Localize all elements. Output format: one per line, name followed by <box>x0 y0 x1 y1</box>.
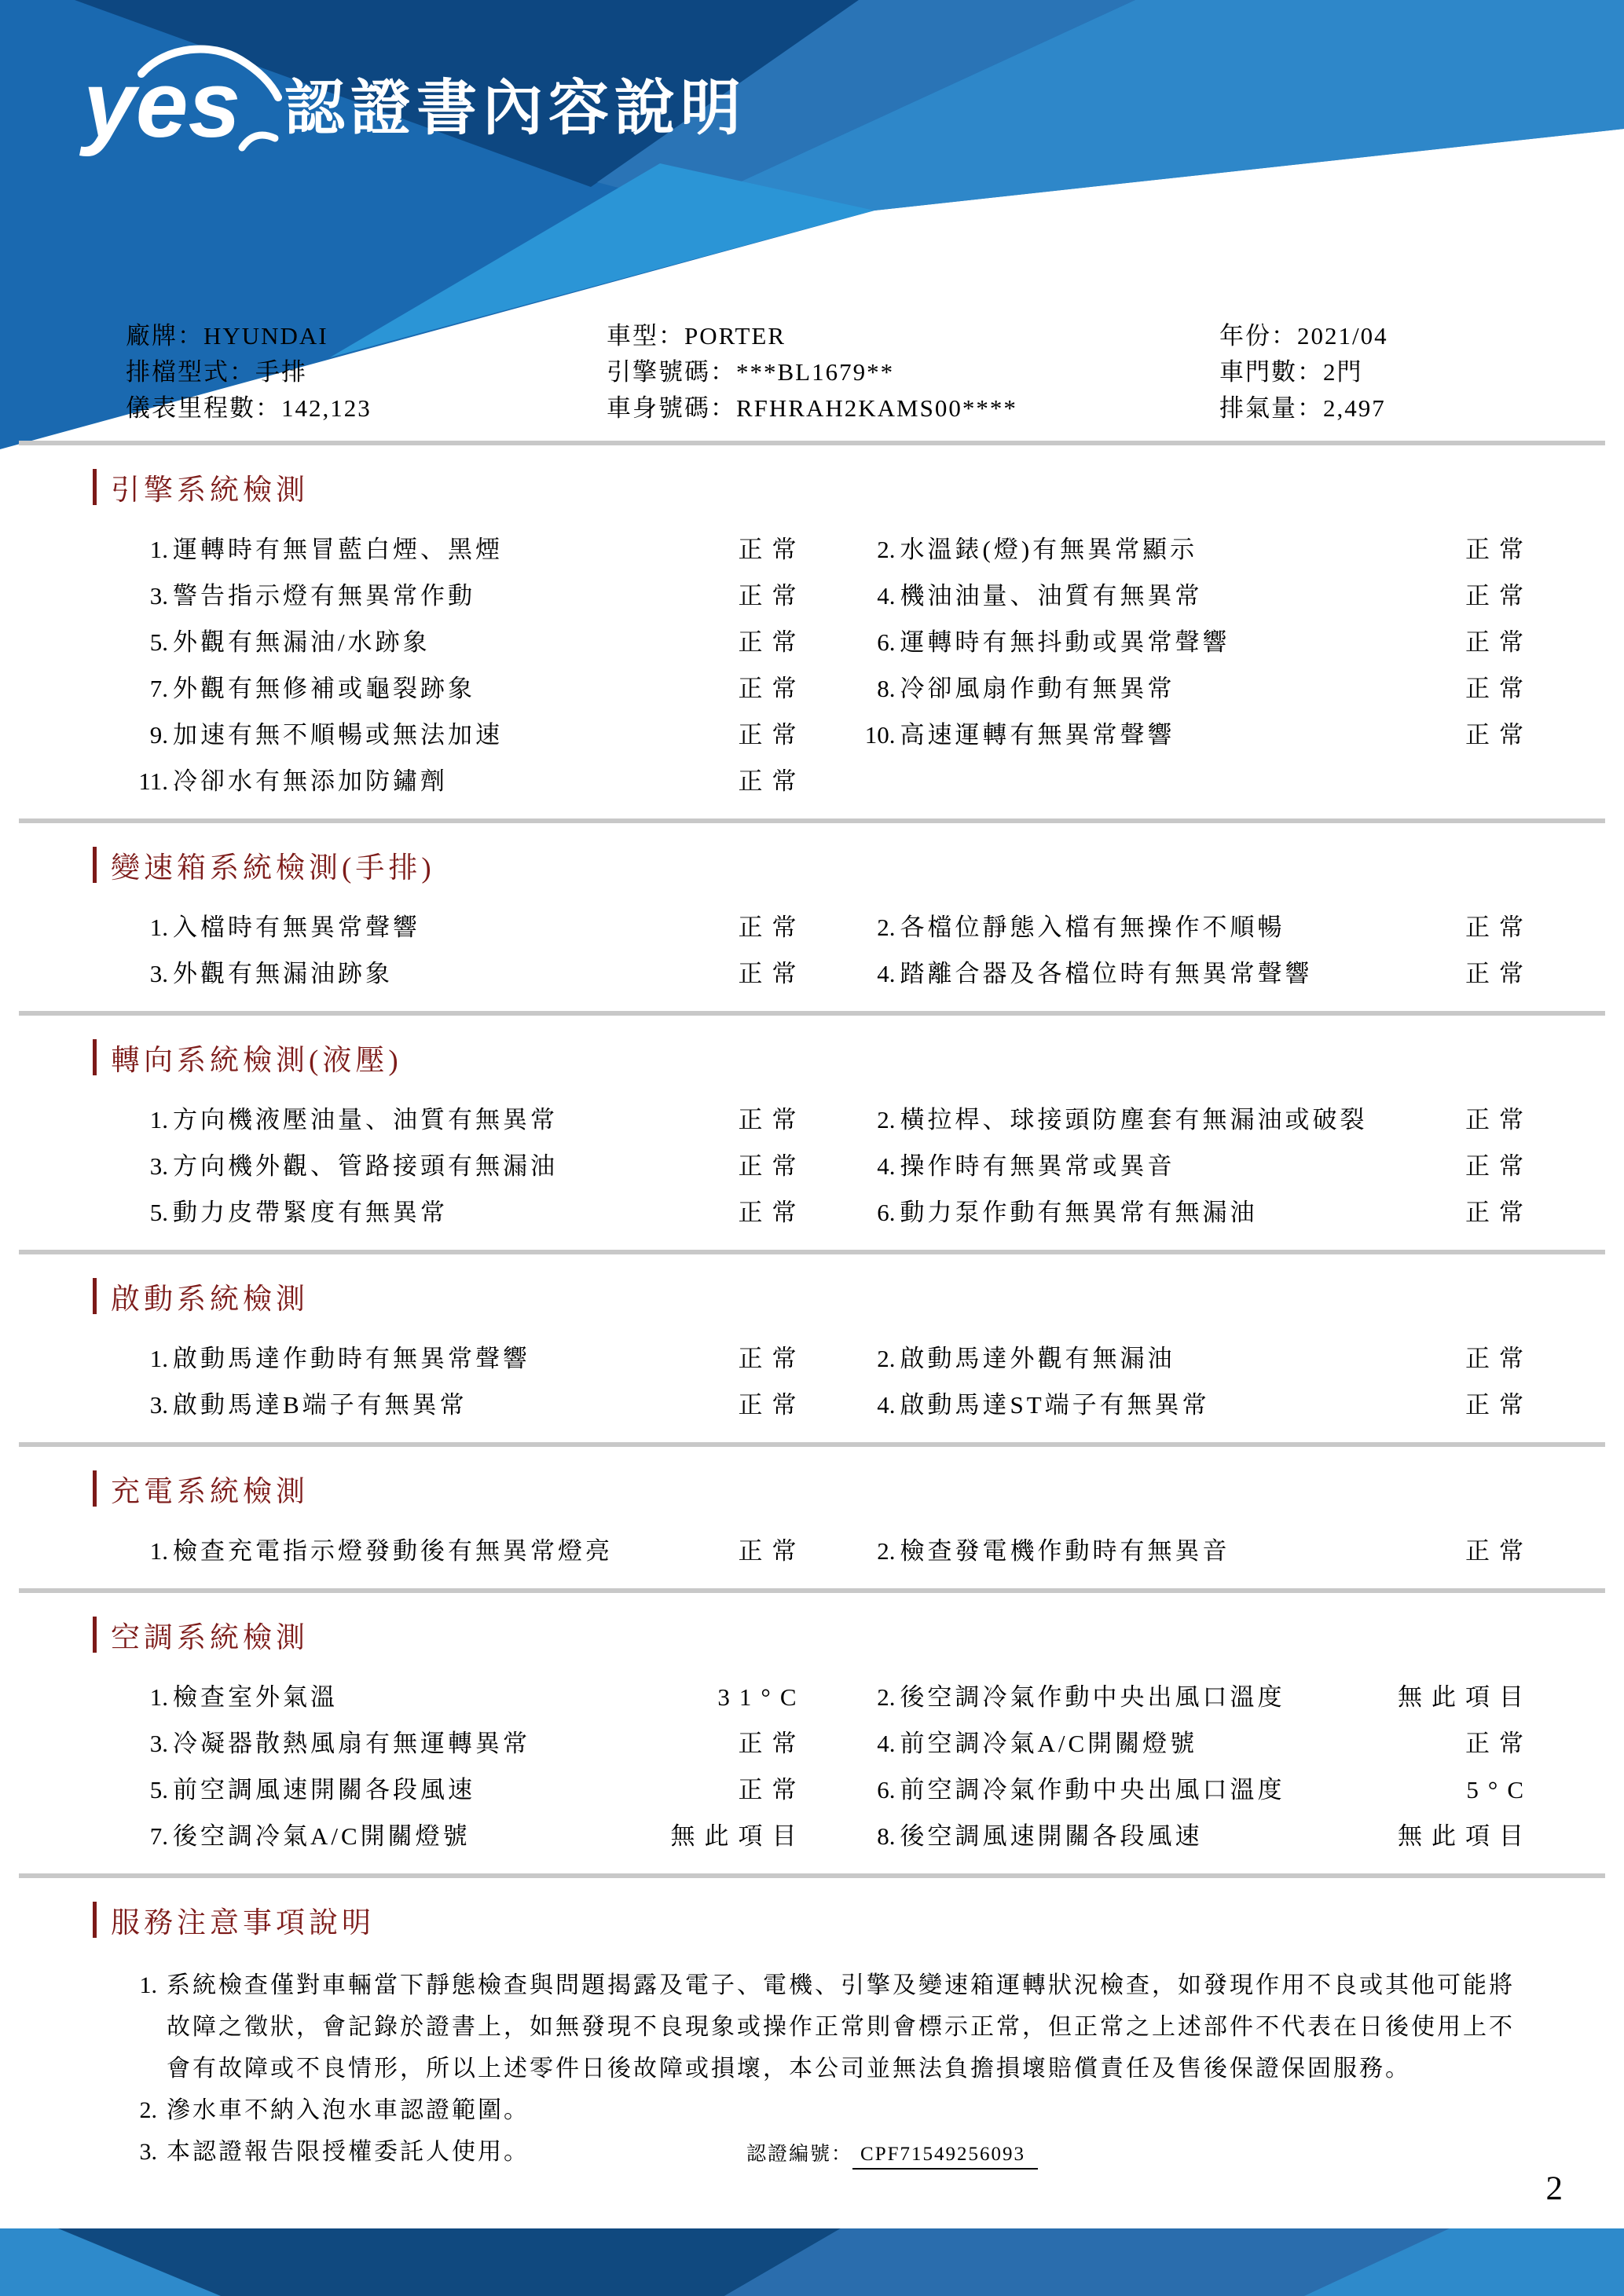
item-label: 檢查室外氣溫 <box>173 1683 338 1711</box>
item-status: 正常 <box>738 1391 806 1419</box>
vehicle-info-cell <box>1219 390 1577 427</box>
vehicle-info-cell <box>126 318 607 354</box>
item-label: 外觀有無漏油/水跡象 <box>173 628 431 656</box>
item-number: 7. <box>149 1822 168 1850</box>
inspection-item <box>852 960 1533 987</box>
separator <box>19 1250 1605 1254</box>
item-status: 正常 <box>1465 721 1533 749</box>
item-number: 2. <box>877 1345 896 1372</box>
item-status: 正常 <box>738 721 806 749</box>
sections <box>0 466 1624 1878</box>
certificate-number-line <box>746 2138 1038 2166</box>
item-label: 加速有無不順暢或無法加速 <box>173 721 503 749</box>
info-label: 引擎號碼 <box>607 358 710 386</box>
inspection-item <box>124 1683 806 1711</box>
section-head <box>93 1275 1624 1317</box>
item-number: 1. <box>149 914 168 941</box>
item-label: 操作時有無異常或異音 <box>900 1152 1175 1180</box>
inspection-item <box>124 1776 806 1803</box>
item-label: 冷凝器散熱風扇有無運轉異常 <box>173 1730 530 1757</box>
certificate-number-label: 認證編號： <box>746 2144 853 2165</box>
note-item <box>118 1965 1522 2089</box>
info-colon: ： <box>1271 322 1297 350</box>
info-colon: ： <box>178 322 203 350</box>
item-status: 正常 <box>738 1152 806 1180</box>
info-value: ***BL1679** <box>736 358 895 386</box>
inspection-item <box>852 628 1533 656</box>
section-title: 充電系統檢測 <box>111 1476 309 1508</box>
inspection-item <box>852 1199 1533 1226</box>
info-value: 142,123 <box>281 394 372 422</box>
info-colon: ： <box>710 358 736 386</box>
item-status: 正常 <box>738 1730 806 1757</box>
inspection-item <box>124 721 806 749</box>
item-number: 10. <box>864 721 896 749</box>
page-title: 認證書內容說明 <box>284 75 746 142</box>
item-status: 5°C <box>1466 1776 1533 1803</box>
item-label: 橫拉桿、球接頭防塵套有無漏油或破裂 <box>900 1106 1368 1133</box>
vehicle-info-cell <box>607 390 1219 427</box>
inspection-item <box>124 1199 806 1226</box>
section-title-bar <box>93 1470 97 1507</box>
item-number: 2. <box>877 1106 896 1133</box>
item-number: 7. <box>149 675 168 702</box>
item-status: 正常 <box>738 536 806 563</box>
inspection-item <box>852 1776 1533 1803</box>
info-label: 儀表里程數 <box>126 394 255 422</box>
section-items <box>124 1683 1533 1850</box>
inspection-item <box>124 767 806 795</box>
item-status: 正常 <box>1465 536 1533 563</box>
info-colon: ： <box>229 358 255 386</box>
info-value: 手排 <box>255 358 307 386</box>
inspection-section <box>0 1275 1624 1447</box>
item-number: 1. <box>149 1345 168 1372</box>
inspection-item <box>124 1106 806 1133</box>
item-status: 正常 <box>738 914 806 941</box>
item-label: 啟動馬達作動時有無異常聲響 <box>173 1345 530 1372</box>
inspection-item <box>124 1152 806 1180</box>
item-label: 方向機外觀、管路接頭有無漏油 <box>173 1152 558 1180</box>
separator <box>19 441 1605 445</box>
item-number: 5. <box>149 1776 168 1803</box>
section-title-bar <box>93 1902 97 1938</box>
item-number: 8. <box>877 675 896 702</box>
section-items <box>124 914 1533 987</box>
note-item <box>118 2089 1522 2131</box>
note-text: 滲水車不納入泡水車認證範圍。 <box>167 2097 530 2123</box>
section-title-bar <box>93 1617 97 1653</box>
info-value: 2門 <box>1323 358 1363 386</box>
section-head <box>93 1467 1624 1510</box>
item-status: 正常 <box>738 960 806 987</box>
inspection-section <box>0 1036 1624 1254</box>
item-status: 正常 <box>1465 675 1533 702</box>
item-label: 警告指示燈有無異常作動 <box>173 582 475 610</box>
note-number: 1. <box>139 1972 157 1998</box>
item-label: 運轉時有無抖動或異常聲響 <box>900 628 1230 656</box>
item-number: 2. <box>877 1537 896 1565</box>
inspection-item <box>124 914 806 941</box>
item-number: 3. <box>149 582 168 610</box>
inspection-item <box>852 1683 1533 1711</box>
inspection-item <box>124 536 806 563</box>
item-label: 入檔時有無異常聲響 <box>173 914 420 941</box>
info-value: 2,497 <box>1323 394 1386 422</box>
inspection-item <box>124 628 806 656</box>
item-status: 正常 <box>1465 628 1533 656</box>
item-number: 3. <box>149 1391 168 1419</box>
note-text: 系統檢查僅對車輛當下靜態檢查與問題揭露及電子、電機、引擎及變速箱運轉狀況檢查，如發現作用不良或其他可能將故障之徵狀，會記錄於證書上，如無發現不良現象或操作正常則會標示正常，但正常之上述部件不代表在日後使用上不會有故障或不良情形，所以上述零件日後故障或損壞，本公司並無法負擔損壞賠償責任及售後保證保固服務。 <box>167 1972 1515 2082</box>
section-items <box>124 1106 1533 1226</box>
section-title: 引擎系統檢測 <box>111 474 309 507</box>
inspection-item <box>852 1730 1533 1757</box>
info-value: RFHRAH2KAMS00**** <box>736 394 1017 422</box>
item-status: 正常 <box>738 1106 806 1133</box>
item-number: 4. <box>877 1730 896 1757</box>
section-head <box>93 844 1624 886</box>
notes-section-title: 服務注意事項說明 <box>111 1907 375 1939</box>
item-label: 冷卻水有無添加防鏽劑 <box>173 767 448 795</box>
inspection-item <box>124 1345 806 1372</box>
info-value: HYUNDAI <box>203 322 328 350</box>
section-items <box>124 536 1533 795</box>
info-label: 車身號碼 <box>607 394 710 422</box>
inspection-item <box>852 1345 1533 1372</box>
item-label: 啟動馬達外觀有無漏油 <box>900 1345 1175 1372</box>
item-label: 機油油量、油質有無異常 <box>900 582 1203 610</box>
item-status: 正常 <box>738 1345 806 1372</box>
separator <box>19 818 1605 823</box>
section-title-bar <box>93 847 97 883</box>
inspection-item <box>852 721 1533 749</box>
item-status: 正常 <box>738 1537 806 1565</box>
info-label: 車門數 <box>1219 358 1297 386</box>
section-title-bar <box>93 469 97 505</box>
item-number: 2. <box>877 536 896 563</box>
item-number: 4. <box>877 960 896 987</box>
inspection-item <box>852 1106 1533 1133</box>
info-colon: ： <box>1297 358 1323 386</box>
section-head <box>93 466 1624 508</box>
inspection-section <box>0 1613 1624 1878</box>
inspection-item <box>852 582 1533 610</box>
vehicle-info-cell <box>607 318 1219 354</box>
item-status: 正常 <box>738 767 806 795</box>
section-title: 轉向系統檢測(液壓) <box>111 1045 402 1077</box>
item-number: 2. <box>877 914 896 941</box>
item-label: 動力皮帶緊度有無異常 <box>173 1199 448 1226</box>
item-status: 正常 <box>738 582 806 610</box>
section-items <box>124 1537 1533 1565</box>
section-head <box>93 1036 1624 1078</box>
item-label: 啟動馬達ST端子有無異常 <box>900 1391 1210 1419</box>
inspection-section <box>0 1467 1624 1593</box>
item-number: 3. <box>149 1730 168 1757</box>
section-title: 啟動系統檢測 <box>111 1283 309 1316</box>
item-number: 4. <box>877 1391 896 1419</box>
item-label: 檢查發電機作動時有無異音 <box>900 1537 1230 1565</box>
separator <box>19 1442 1605 1447</box>
inspection-item <box>852 1391 1533 1419</box>
item-label: 前空調冷氣A/C開關燈號 <box>900 1730 1198 1757</box>
section-head <box>93 1613 1624 1656</box>
item-number: 1. <box>149 536 168 563</box>
item-number: 5. <box>149 628 168 656</box>
inspection-item <box>852 675 1533 702</box>
item-status: 正常 <box>1465 1199 1533 1226</box>
page-number: 2 <box>1545 2170 1563 2207</box>
note-number: 2. <box>139 2097 157 2123</box>
inspection-item <box>124 960 806 987</box>
item-status: 正常 <box>1465 1537 1533 1565</box>
section-title-bar <box>93 1278 97 1314</box>
item-status: 正常 <box>1465 1152 1533 1180</box>
inspection-item <box>124 582 806 610</box>
inspection-item <box>852 914 1533 941</box>
item-label: 前空調風速開關各段風速 <box>173 1776 475 1803</box>
item-number: 5. <box>149 1199 168 1226</box>
item-number: 1. <box>149 1106 168 1133</box>
item-label: 外觀有無修補或龜裂跡象 <box>173 675 475 702</box>
inspection-item <box>124 1822 806 1850</box>
yes-logo-text: yes <box>83 52 241 157</box>
item-number: 2. <box>877 1683 896 1711</box>
section-title-bar <box>93 1039 97 1075</box>
info-label: 排檔型式 <box>126 358 229 386</box>
item-status: 無此項目 <box>670 1822 806 1850</box>
item-status: 正常 <box>1465 914 1533 941</box>
item-label: 運轉時有無冒藍白煙、黑煙 <box>173 536 503 563</box>
item-label: 踏離合器及各檔位時有無異常聲響 <box>900 960 1313 987</box>
inspection-item <box>124 1537 806 1565</box>
info-colon: ： <box>255 394 281 422</box>
item-status: 正常 <box>1465 960 1533 987</box>
item-label: 前空調冷氣作動中央出風口溫度 <box>900 1776 1285 1803</box>
info-colon: ： <box>658 322 684 350</box>
item-status: 31°C <box>717 1683 806 1711</box>
item-label: 各檔位靜態入檔有無操作不順暢 <box>900 914 1285 941</box>
inspection-item <box>124 1391 806 1419</box>
item-status: 正常 <box>1465 1106 1533 1133</box>
inspection-item <box>852 1152 1533 1180</box>
item-status: 無此項目 <box>1398 1683 1533 1711</box>
inspection-section <box>0 466 1624 823</box>
vehicle-info-cell <box>126 354 607 390</box>
section-items <box>124 1345 1533 1419</box>
note-text: 本認證報告限授權委託人使用。 <box>167 2139 530 2165</box>
info-label: 年份 <box>1219 322 1271 350</box>
vehicle-info-cell <box>607 354 1219 390</box>
item-label: 方向機液壓油量、油質有無異常 <box>173 1106 558 1133</box>
inspection-item <box>852 536 1533 563</box>
item-status: 正常 <box>738 628 806 656</box>
item-label: 後空調冷氣A/C開關燈號 <box>173 1822 471 1850</box>
item-status: 正常 <box>1465 1345 1533 1372</box>
info-colon: ： <box>1297 394 1323 422</box>
item-number: 6. <box>877 1199 896 1226</box>
notes-section <box>0 1899 1624 2173</box>
item-status: 正常 <box>1465 582 1533 610</box>
vehicle-info <box>126 318 1577 427</box>
item-label: 檢查充電指示燈發動後有無異常燈亮 <box>173 1537 613 1565</box>
item-status: 正常 <box>1465 1391 1533 1419</box>
item-label: 後空調風速開關各段風速 <box>900 1822 1203 1850</box>
item-number: 9. <box>149 721 168 749</box>
item-number: 3. <box>149 960 168 987</box>
item-number: 6. <box>877 1776 896 1803</box>
separator <box>19 1011 1605 1016</box>
separator <box>19 1588 1605 1593</box>
info-label: 車型 <box>607 322 658 350</box>
inspection-item <box>852 1537 1533 1565</box>
notes-list <box>118 1965 1522 2173</box>
footer-banner <box>0 2228 1624 2296</box>
item-label: 動力泵作動有無異常有無漏油 <box>900 1199 1258 1226</box>
vehicle-info-cell <box>1219 354 1577 390</box>
notes-section-head <box>93 1899 1624 1941</box>
inspection-item <box>852 1822 1533 1850</box>
item-number: 11. <box>138 767 168 795</box>
section-title: 空調系統檢測 <box>111 1622 309 1654</box>
vehicle-info-cell <box>126 390 607 427</box>
inspection-item <box>124 675 806 702</box>
item-number: 4. <box>877 1152 896 1180</box>
item-label: 啟動馬達B端子有無異常 <box>173 1391 467 1419</box>
info-label: 廠牌 <box>126 322 178 350</box>
info-value: PORTER <box>684 322 786 350</box>
item-label: 冷卻風扇作動有無異常 <box>900 675 1175 702</box>
item-label: 後空調冷氣作動中央出風口溫度 <box>900 1683 1285 1711</box>
info-colon: ： <box>710 394 736 422</box>
item-number: 1. <box>149 1683 168 1711</box>
inspection-item <box>124 1730 806 1757</box>
item-number: 6. <box>877 628 896 656</box>
item-status: 正常 <box>738 1776 806 1803</box>
certificate-number-value: CPF71549256093 <box>852 2144 1038 2170</box>
item-number: 3. <box>149 1152 168 1180</box>
item-label: 水溫錶(燈)有無異常顯示 <box>900 536 1198 563</box>
vehicle-info-cell <box>1219 318 1577 354</box>
item-status: 正常 <box>738 675 806 702</box>
item-number: 4. <box>877 582 896 610</box>
item-status: 正常 <box>738 1199 806 1226</box>
item-status: 無此項目 <box>1398 1822 1533 1850</box>
item-label: 外觀有無漏油跡象 <box>173 960 393 987</box>
item-label: 高速運轉有無異常聲響 <box>900 721 1175 749</box>
separator <box>19 1873 1605 1878</box>
info-label: 排氣量 <box>1219 394 1297 422</box>
item-status: 正常 <box>1465 1730 1533 1757</box>
note-number: 3. <box>139 2139 157 2165</box>
info-value: 2021/04 <box>1297 322 1388 350</box>
section-title: 變速箱系統檢測(手排) <box>111 852 435 884</box>
item-number: 1. <box>149 1537 168 1565</box>
item-number: 8. <box>877 1822 896 1850</box>
inspection-section <box>0 844 1624 1016</box>
